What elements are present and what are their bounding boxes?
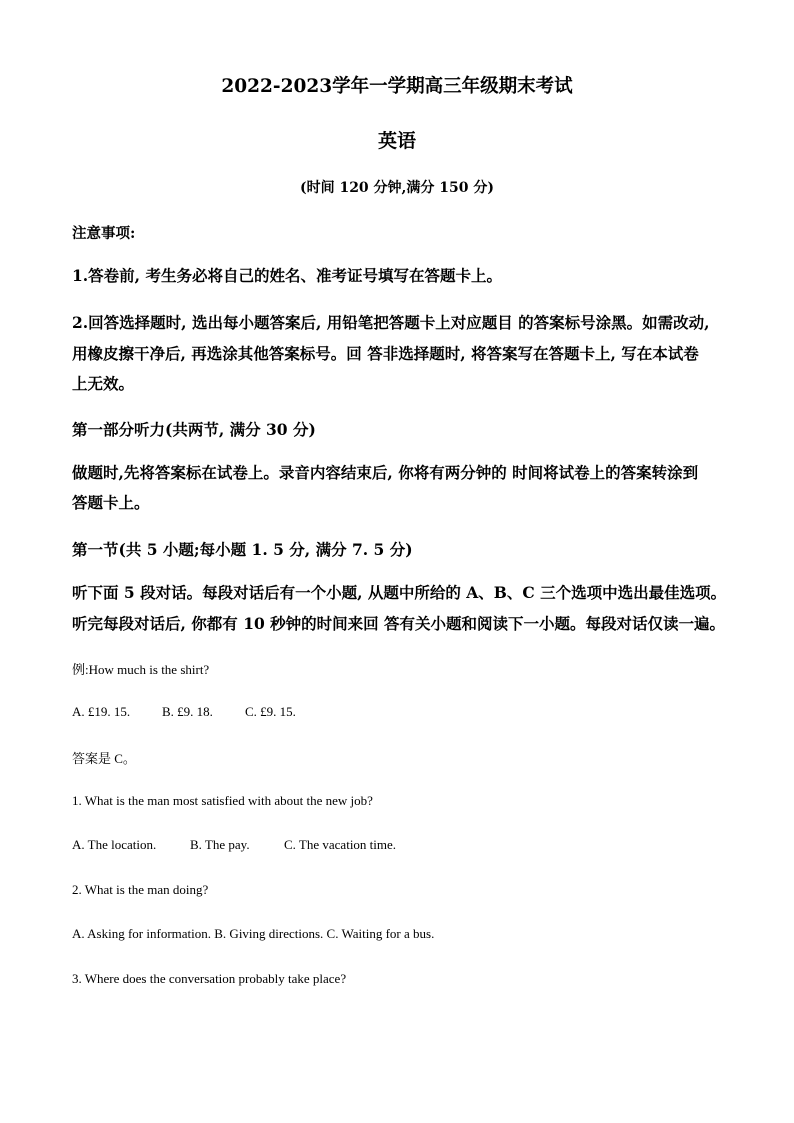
time-info: (时间 120 分钟,满分 150 分) <box>299 180 495 196</box>
subject-title: 英语 <box>377 130 416 152</box>
part1-heading: 第一部分听力(共两节, 满分 30 分) <box>72 420 316 439</box>
section1-intro-line-1: 听下面 5 段对话。每段对话后有一个小题, 从题中所给的 A、B、C 三个选项中选出最佳选项。 <box>72 583 727 602</box>
part1-intro-line-1: 做题时,先将答案标在试卷上。录音内容结束后, 你将有两分钟的 时间将试卷上的答案转涂到 <box>72 463 699 482</box>
question-1-option-c: C. The vacation time. <box>284 837 397 852</box>
question-2-text: 2. What is the man doing? <box>72 882 209 897</box>
section1-heading: 第一节(共 5 小题;每小题 1. 5 分, 满分 7. 5 分) <box>72 540 413 559</box>
notice-item-1: 1.答卷前, 考生务必将自己的姓名、准考证号填写在答题卡上。 <box>72 266 502 285</box>
question-1-text: 1. What is the man most satisfied with about the new job? <box>72 793 373 808</box>
notice-heading: 注意事项: <box>72 225 136 242</box>
notice-item-2-line-3: 上无效。 <box>72 374 135 393</box>
example-options <box>72 704 296 720</box>
notice-item-2-line-1: 2.回答选择题时, 选出每小题答案后, 用铅笔把答题卡上对应题目 的答案标号涂黑。如需改动, <box>72 313 710 332</box>
question-1-option-a: A. The location. <box>72 837 157 852</box>
notice-item-2-line-2: 用橡皮擦干净后, 再选涂其他答案标号。回 答非选择题时, 将答案写在答题卡上, 写在本试卷 <box>72 344 699 363</box>
question-2-options: A. Asking for information. B. Giving directions. C. Waiting for a bus. <box>72 926 435 941</box>
example-answer: 答案是 C。 <box>72 751 136 766</box>
section1-intro-line-2: 听完每段对话后, 你都有 10 秒钟的时间来回 答有关小题和阅读下一小题。每段对话仅读一遍。 <box>72 614 726 633</box>
example-option-c: C. £9. 15. <box>245 704 296 719</box>
part1-intro-line-2: 答题卡上。 <box>72 493 150 512</box>
exam-title: 2022-2023学年一学期高三年级期末考试 <box>221 76 573 97</box>
example-option-a: A. £19. 15. <box>72 704 131 719</box>
question-1-options <box>72 837 396 853</box>
example-option-b: B. £9. 18. <box>162 704 213 719</box>
question-1-option-b: B. The pay. <box>190 837 250 852</box>
question-3-text: 3. Where does the conversation probably take place? <box>72 971 347 986</box>
example-question: 例:How much is the shirt? <box>72 662 210 677</box>
